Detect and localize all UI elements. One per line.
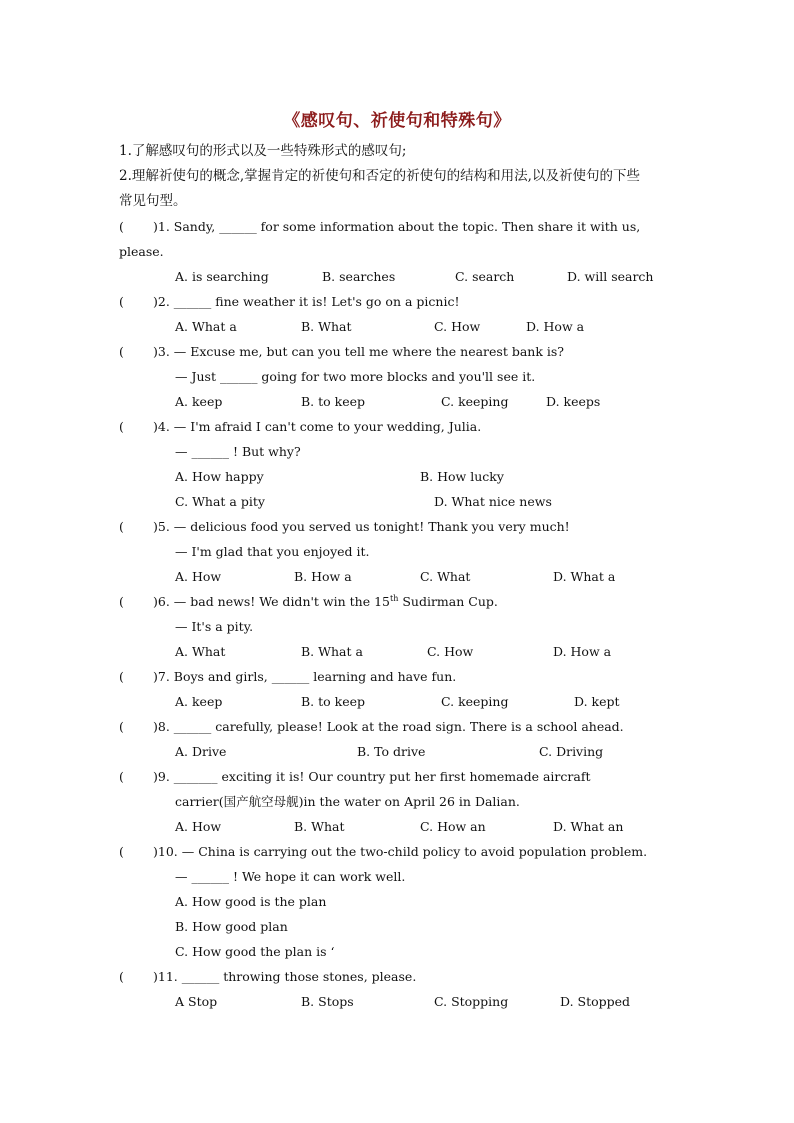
answer-paren: (	[119, 519, 124, 534]
option-c: C. search	[455, 269, 515, 284]
question-stem-cont: carrier(国产航空母舰)in the water on April 26 in Dalian.	[175, 794, 520, 809]
option-b: B. How a	[294, 569, 352, 584]
question-stem-cont: — ______ ! We hope it can work well.	[175, 869, 406, 884]
answer-paren: (	[119, 219, 124, 234]
answer-paren: (	[119, 719, 124, 734]
question-stem: )3. — Excuse me, but can you tell me where the nearest bank is?	[153, 344, 564, 359]
question-9	[119, 764, 679, 839]
option-c: C. How good the plan is ‘	[175, 944, 335, 959]
option-d: D. keeps	[546, 394, 601, 409]
option-c: C. What	[420, 569, 471, 584]
option-b: B. What a	[301, 644, 363, 659]
question-8	[119, 714, 679, 764]
option-a: A. Drive	[175, 744, 227, 759]
option-c: C. How an	[420, 819, 486, 834]
question-stem-cont: — I'm glad that you enjoyed it.	[175, 544, 370, 559]
option-d: D. will search	[567, 269, 654, 284]
question-stem: )1. Sandy, ______ for some information about the topic. Then share it with us,	[153, 219, 641, 234]
question-stem: )9. _______ exciting it is! Our country put her first homemade aircraft	[153, 769, 591, 784]
answer-paren: (	[119, 344, 124, 359]
answer-paren: (	[119, 669, 124, 684]
question-stem: )2. ______ fine weather it is! Let's go on a picnic!	[153, 294, 460, 309]
option-a: A. What a	[175, 319, 237, 334]
option-d: D. How a	[526, 319, 585, 334]
answer-paren: (	[119, 294, 124, 309]
answer-paren: (	[119, 844, 124, 859]
option-d: D. What nice news	[434, 494, 552, 509]
question-3	[119, 339, 679, 414]
question-stem: )6. — bad news! We didn't win the 15	[153, 594, 390, 609]
option-d: D. What a	[553, 569, 616, 584]
question-6	[119, 589, 679, 664]
question-1	[119, 214, 679, 289]
question-stem-cont: — Just ______ going for two more blocks and you'll see it.	[175, 369, 536, 384]
option-c: C. keeping	[441, 694, 509, 709]
option-c: C. How	[427, 644, 474, 659]
option-b: B. to keep	[301, 694, 366, 709]
question-4	[119, 414, 679, 514]
question-stem-end: Sudirman Cup.	[398, 594, 498, 609]
option-a: A. How happy	[175, 469, 264, 484]
objective-1: 1.了解感叹句的形式以及一些特殊形式的感叹句;	[119, 143, 407, 159]
option-c: C. keeping	[441, 394, 509, 409]
option-d: D. How a	[553, 644, 612, 659]
question-stem: )11. ______ throwing those stones, please.	[153, 969, 417, 984]
option-b: B. How good plan	[175, 919, 288, 934]
option-b: B. To drive	[357, 744, 426, 759]
question-10	[119, 839, 679, 964]
option-a: A. keep	[175, 694, 223, 709]
answer-paren: (	[119, 969, 124, 984]
question-7	[119, 664, 679, 714]
option-b: B. to keep	[301, 394, 366, 409]
option-d: D. kept	[574, 694, 620, 709]
question-stem-cont: — ______ ! But why?	[175, 444, 301, 459]
option-b: B. How lucky	[420, 469, 504, 484]
option-b: B. searches	[322, 269, 396, 284]
option-b: B. What	[301, 319, 352, 334]
option-d: D. Stopped	[560, 994, 631, 1009]
option-a: A. is searching	[175, 269, 269, 284]
question-stem: )8. ______ carefully, please! Look at the road sign. There is a school ahead.	[153, 719, 624, 734]
answer-paren: (	[119, 594, 124, 609]
superscript-th: th	[390, 593, 399, 603]
option-a: A Stop	[175, 994, 218, 1009]
question-stem: )7. Boys and girls, ______ learning and have fun.	[153, 669, 457, 684]
question-2	[119, 289, 679, 339]
option-b: B. Stops	[301, 994, 354, 1009]
option-c: C. How	[434, 319, 481, 334]
question-stem: )5. — delicious food you served us tonight! Thank you very much!	[153, 519, 570, 534]
option-c: C. What a pity	[175, 494, 265, 509]
question-stem: )10. — China is carrying out the two-child policy to avoid population problem.	[153, 844, 648, 859]
option-d: D. What an	[553, 819, 624, 834]
option-a: A. How good is the plan	[175, 894, 327, 909]
answer-paren: (	[119, 769, 124, 784]
option-b: B. What	[294, 819, 345, 834]
option-c: C. Driving	[539, 744, 604, 759]
page-title: 《感叹句、祈使句和特殊句》	[283, 111, 511, 131]
answer-paren: (	[119, 419, 124, 434]
option-a: A. keep	[175, 394, 223, 409]
question-stem-cont: please.	[119, 244, 164, 259]
option-a: A. How	[175, 569, 222, 584]
question-5	[119, 514, 679, 589]
objective-3: 常见句型。	[119, 193, 187, 209]
question-11	[119, 964, 679, 1014]
objective-2: 2.理解祈使句的概念,掌握肯定的祈使句和否定的祈使句的结构和用法,以及祈使句的下些	[119, 168, 640, 184]
option-a: A. How	[175, 819, 222, 834]
question-stem-cont: — It's a pity.	[175, 619, 254, 634]
option-c: C. Stopping	[434, 994, 509, 1009]
option-a: A. What	[175, 644, 226, 659]
question-stem: )4. — I'm afraid I can't come to your wedding, Julia.	[153, 419, 482, 434]
